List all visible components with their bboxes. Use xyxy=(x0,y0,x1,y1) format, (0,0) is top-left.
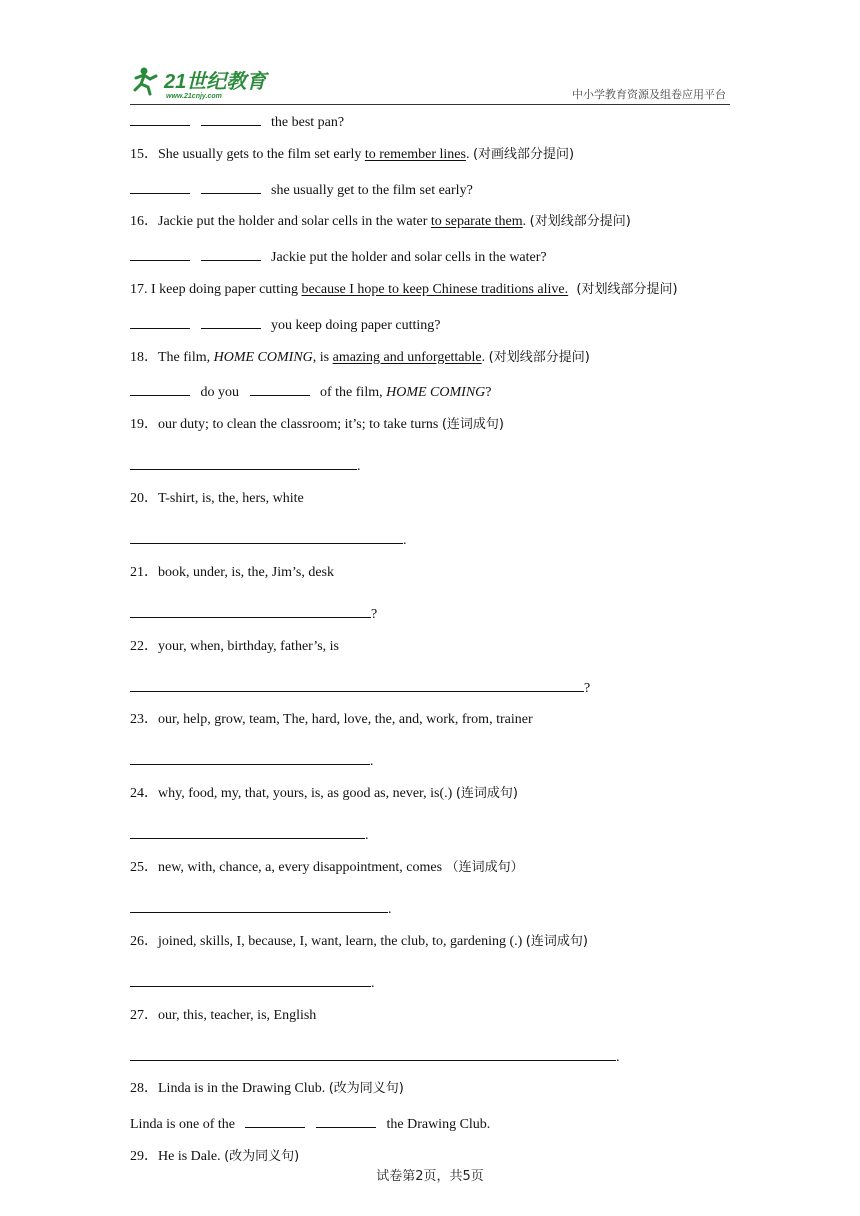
q17-answer-line: you keep doing paper cutting? xyxy=(130,314,730,334)
underlined-part: because I hope to keep Chinese traditions alive. xyxy=(301,281,569,297)
answer-blank[interactable] xyxy=(130,179,190,194)
answer-blank[interactable] xyxy=(130,972,371,987)
answer-blank[interactable] xyxy=(201,111,261,126)
question-20: 20．T-shirt, is, the, hers, white xyxy=(130,490,304,506)
answer-blank[interactable] xyxy=(201,246,261,261)
q23-answer-line: . xyxy=(130,750,730,770)
q22-answer-line: ? xyxy=(130,677,730,697)
question-26: 26．joined, skills, I, because, I, want, learn, the club, to, gardening (.) (连词成句) xyxy=(130,933,588,949)
answer-blank[interactable] xyxy=(130,677,584,692)
answer-blank[interactable] xyxy=(250,381,310,396)
answer-blank[interactable] xyxy=(130,529,403,544)
question-17: 17. I keep doing paper cutting because I hope to keep Chinese traditions alive. (对划线部分提问) xyxy=(130,281,678,297)
q25-answer-line: . xyxy=(130,898,730,918)
logo xyxy=(130,66,270,102)
svg-text:21世纪教育: 21世纪教育 xyxy=(164,71,267,93)
logo-url: www.21cnjy.com xyxy=(166,93,222,100)
answer-blank[interactable] xyxy=(245,1113,305,1128)
page-header xyxy=(130,60,730,105)
page-footer: 试卷第2页，共5页 xyxy=(376,1169,484,1184)
question-19: 19．our duty; to clean the classroom; it’s; to take turns (连词成句) xyxy=(130,417,504,433)
answer-blank[interactable] xyxy=(201,314,261,329)
question-18: 18．The film, HOME COMING, is amazing and unforgettable. (对划线部分提问) xyxy=(130,349,590,365)
q16-answer-line: Jackie put the holder and solar cells in the water? xyxy=(130,246,730,266)
q21-answer-line: ? xyxy=(130,603,730,623)
q26-answer-line: . xyxy=(130,972,730,992)
answer-blank[interactable] xyxy=(130,111,190,126)
question-23: 23．our, help, grow, team, The, hard, love, the, and, work, from, trainer xyxy=(130,712,533,728)
q27-answer-line: . xyxy=(130,1046,730,1066)
answer-blank[interactable] xyxy=(130,381,190,396)
q18-answer-line: do you of the film, HOME COMING? xyxy=(130,381,730,401)
question-list xyxy=(130,111,730,1181)
answer-blank[interactable] xyxy=(130,824,365,839)
answer-blank[interactable] xyxy=(201,179,261,194)
question-24: 24．why, food, my, that, yours, is, as good as, never, is(.) (连词成句) xyxy=(130,786,518,802)
q19-answer-line: . xyxy=(130,455,730,475)
question-25: 25．new, with, chance, a, every disappointment, comes （连词成句） xyxy=(130,859,524,875)
question-21: 21．book, under, is, the, Jim’s, desk xyxy=(130,564,334,580)
question-15: 15．She usually gets to the film set early to remember lines. (对画线部分提问) xyxy=(130,146,575,162)
q15-answer-line: she usually get to the film set early? xyxy=(130,179,730,199)
q28-answer-line: Linda is one of the the Drawing Club. xyxy=(130,1113,730,1133)
question-29: 29．He is Dale. (改为同义句) xyxy=(130,1148,300,1164)
answer-blank[interactable] xyxy=(130,1046,616,1061)
q24-answer-line: . xyxy=(130,824,730,844)
answer-blank[interactable] xyxy=(130,898,388,913)
answer-blank[interactable] xyxy=(130,603,371,618)
question-27: 27．our, this, teacher, is, English xyxy=(130,1007,317,1023)
q14-answer-line: the best pan? xyxy=(130,111,730,131)
answer-blank[interactable] xyxy=(130,246,190,261)
answer-blank[interactable] xyxy=(130,750,370,765)
q20-answer-line: . xyxy=(130,529,730,549)
answer-blank[interactable] xyxy=(130,455,357,470)
underlined-part: to remember lines xyxy=(364,146,466,162)
platform-label: 中小学教育资源及组卷应用平台 xyxy=(572,88,726,101)
answer-blank[interactable] xyxy=(316,1113,376,1128)
question-16: 16．Jackie put the holder and solar cells in the water to separate them. (对划线部分提问) xyxy=(130,214,631,230)
answer-blank[interactable] xyxy=(130,314,190,329)
question-22: 22．your, when, birthday, father’s, is xyxy=(130,638,340,654)
underlined-part: to separate them xyxy=(430,214,523,230)
underlined-part: amazing and unforgettable xyxy=(332,349,482,365)
question-28: 28．Linda is in the Drawing Club. (改为同义句) xyxy=(130,1081,404,1097)
runner-logo-icon xyxy=(130,66,270,96)
